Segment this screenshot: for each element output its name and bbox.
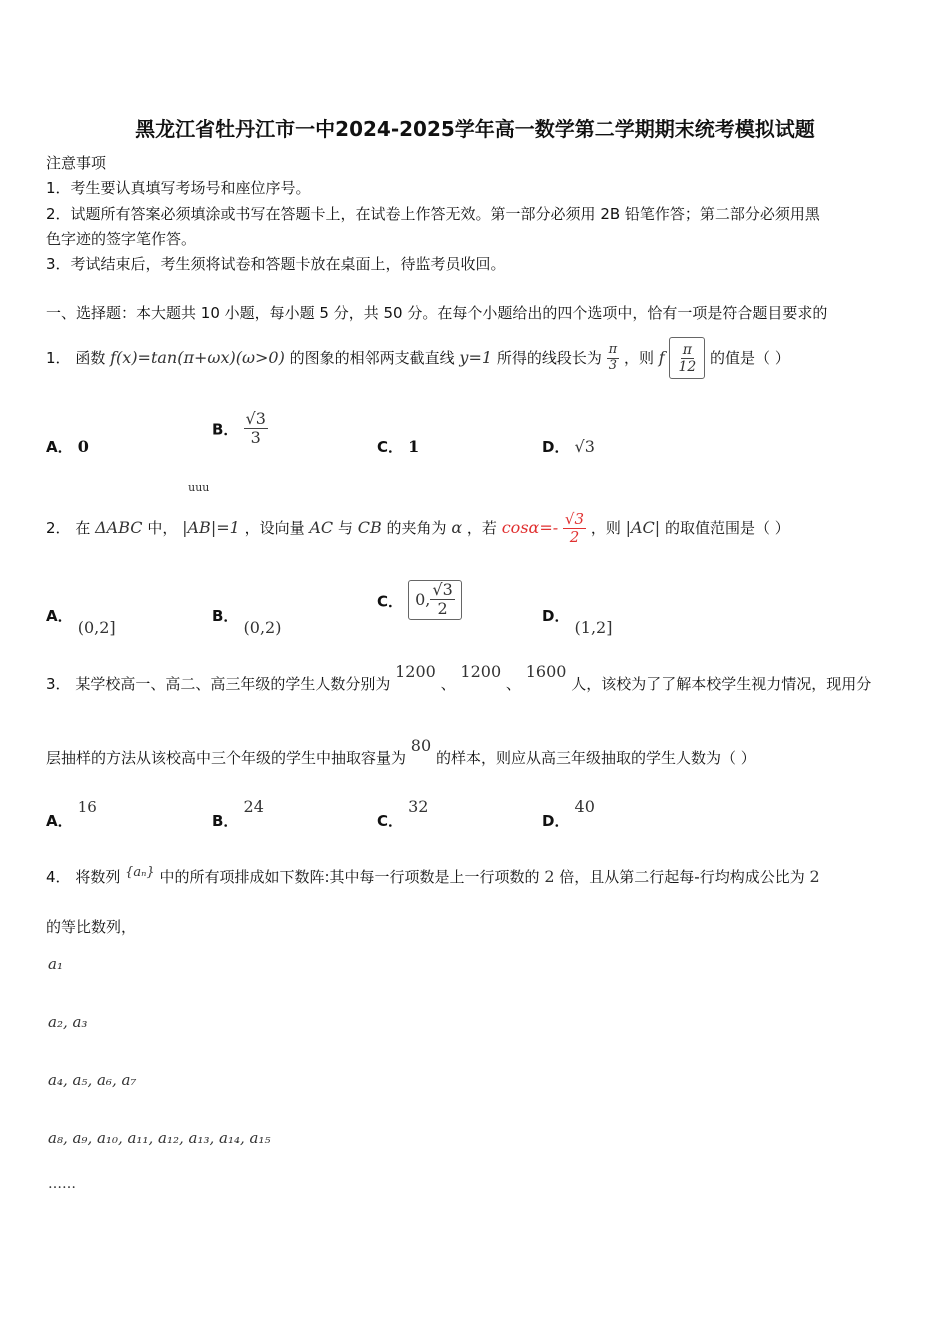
question-text: 的样本，则应从高三年级抽取的学生人数为（ ） bbox=[435, 749, 756, 767]
question-number: 2． bbox=[46, 519, 71, 537]
question-number: 3． bbox=[46, 675, 71, 693]
option-label: D． bbox=[542, 607, 570, 625]
count-grade3: 1600 bbox=[525, 662, 567, 681]
matrix-row-3: a₄, a₅, a₆, a₇ bbox=[48, 1071, 137, 1089]
question-text: 倍，且从第二行起每-行均构成公比为 bbox=[559, 868, 805, 886]
option-label: A． bbox=[46, 438, 73, 456]
math-function: f(x)=tan(π+ωx)(ω>0) bbox=[110, 348, 285, 367]
question-3-cont bbox=[46, 734, 756, 782]
matrix-row-1: a₁ bbox=[48, 955, 63, 973]
math-fraction bbox=[607, 343, 620, 374]
option-label: A． bbox=[46, 607, 73, 625]
question-4 bbox=[46, 855, 820, 901]
option-value: 32 bbox=[408, 797, 429, 816]
math-cos: cosα=- bbox=[501, 518, 559, 537]
question-text: ，设向量 bbox=[244, 519, 305, 537]
math-triangle: ΔABC bbox=[95, 518, 143, 537]
vector-arrow: uuu bbox=[188, 481, 210, 494]
math-paren bbox=[669, 337, 705, 379]
matrix-row-2: a₂, a₃ bbox=[48, 1013, 88, 1031]
question-3 bbox=[46, 660, 871, 708]
interval-start: 0, bbox=[415, 590, 431, 610]
question-1 bbox=[46, 337, 790, 379]
option-label: A． bbox=[46, 812, 73, 830]
question-text: ，则 bbox=[590, 519, 621, 537]
math-sequence: {aₙ} bbox=[125, 865, 155, 880]
option-label: B． bbox=[212, 420, 239, 439]
option-a[interactable] bbox=[46, 605, 116, 637]
section-heading: 一、选择题：本大题共 10 小题，每小题 5 分，共 50 分。在每个小题给出的四个选项中，恰有一项是符合题目要求的 bbox=[46, 304, 828, 322]
question-4-cont: 的等比数列， bbox=[46, 918, 137, 936]
question-text: 的图象的相邻两支截直线 bbox=[289, 349, 455, 367]
option-label: D． bbox=[542, 438, 570, 456]
option-d[interactable] bbox=[542, 605, 613, 637]
option-label: B． bbox=[212, 607, 239, 625]
math-expression: |AB|=1 bbox=[182, 518, 240, 537]
notice-item-2-cont: 色字迹的签字笔作答。 bbox=[46, 230, 197, 248]
option-value: (0,2] bbox=[77, 618, 116, 637]
option-a[interactable] bbox=[46, 796, 97, 830]
option-value: 0 bbox=[77, 437, 89, 456]
question-2 bbox=[46, 481, 790, 556]
separator: 、 bbox=[440, 675, 456, 693]
option-value: 16 bbox=[77, 798, 97, 816]
fraction-denominator: 3 bbox=[250, 428, 261, 448]
option-value: (1,2] bbox=[574, 618, 613, 637]
option-b[interactable] bbox=[212, 605, 282, 637]
fraction-denominator: 2 bbox=[437, 599, 448, 619]
option-c[interactable] bbox=[377, 580, 462, 620]
question-text: 所得的线段长为 bbox=[496, 349, 602, 367]
question-text: ，若 bbox=[466, 519, 497, 537]
option-value: (0,2) bbox=[243, 618, 282, 637]
option-b[interactable] bbox=[212, 410, 268, 448]
notice-item-1: 1．考生要认真填写考场号和座位序号。 bbox=[46, 179, 311, 197]
math-line: y=1 bbox=[459, 348, 493, 367]
question-text: 层抽样的方法从该校高中三个年级的学生中抽取容量为 bbox=[46, 749, 407, 767]
math-two: 2 bbox=[809, 867, 820, 886]
fraction-numerator: √3 bbox=[245, 409, 266, 428]
option-label: D． bbox=[542, 812, 570, 830]
math-fraction bbox=[430, 581, 454, 619]
count-grade2: 1200 bbox=[460, 662, 502, 681]
fraction-denominator: 3 bbox=[608, 358, 618, 373]
sample-size: 80 bbox=[410, 736, 432, 755]
separator: 、 bbox=[505, 675, 521, 693]
question-number: 1． bbox=[46, 349, 71, 367]
option-a[interactable] bbox=[46, 436, 89, 457]
option-label: C． bbox=[377, 438, 404, 456]
fraction-denominator: 2 bbox=[569, 528, 580, 546]
math-f: f bbox=[658, 348, 665, 367]
question-text: ，则 bbox=[623, 349, 654, 367]
fraction-numerator: π bbox=[608, 342, 618, 358]
option-label: C． bbox=[377, 812, 404, 830]
math-interval bbox=[408, 580, 462, 620]
math-abs-ac: |AC| bbox=[625, 518, 661, 537]
question-text: 中的所有项排成如下数阵:其中每一行项数是上一行项数的 bbox=[159, 868, 540, 886]
math-fraction bbox=[563, 511, 586, 547]
count-grade1: 1200 bbox=[395, 662, 436, 681]
option-c[interactable] bbox=[377, 436, 419, 457]
vector-ac: AC bbox=[309, 518, 334, 537]
option-d[interactable] bbox=[542, 796, 595, 830]
question-text: 的夹角为 bbox=[386, 519, 447, 537]
option-b[interactable] bbox=[212, 796, 264, 830]
notice-item-2: 2．试题所有答案必须填涂或书写在答题卡上，在试卷上作答无效。第一部分必须用 2B 铅笔作答；第二部分必须用黑 bbox=[46, 205, 820, 223]
option-label: B． bbox=[212, 812, 239, 830]
question-text: 函数 bbox=[75, 349, 106, 367]
math-alpha: α bbox=[451, 518, 463, 537]
fraction-numerator: √3 bbox=[432, 580, 453, 599]
notice-item-3: 3．考试结束后，考生须将试卷和答题卡放在桌面上，待监考员收回。 bbox=[46, 255, 506, 273]
matrix-ellipsis: …… bbox=[48, 1176, 76, 1192]
question-text: 的取值范围是（ ） bbox=[664, 519, 790, 537]
page-title: 黑龙江省牡丹江市一中2024-2025学年高一数学第二学期期末统考模拟试题 bbox=[135, 117, 815, 141]
math-abs-ab bbox=[182, 481, 240, 556]
option-c[interactable] bbox=[377, 796, 429, 830]
math-two: 2 bbox=[544, 867, 555, 886]
matrix-row-4: a₈, a₉, a₁₀, a₁₁, a₁₂, a₁₃, a₁₄, a₁₅ bbox=[48, 1129, 271, 1147]
question-text: 将数列 bbox=[75, 868, 121, 886]
notice-heading: 注意事项 bbox=[46, 154, 107, 172]
fraction-numerator: √3 bbox=[564, 509, 585, 528]
vector-cb: CB bbox=[357, 518, 382, 537]
question-text: 某学校高一、高二、高三年级的学生人数分别为 bbox=[75, 675, 391, 693]
option-value: 1 bbox=[408, 437, 420, 456]
question-text: 中， bbox=[147, 519, 178, 537]
question-text: 与 bbox=[337, 519, 353, 537]
question-text: 人，该校为了了解本校学生视力情况，现用分 bbox=[571, 675, 872, 693]
question-text: 的值是（ ） bbox=[710, 349, 790, 367]
option-value: √3 bbox=[574, 437, 595, 456]
option-value: 24 bbox=[243, 797, 264, 816]
fraction-numerator: π bbox=[682, 341, 692, 358]
question-text: 在 bbox=[75, 519, 91, 537]
option-value: 40 bbox=[574, 797, 595, 816]
option-label: C． bbox=[377, 592, 404, 611]
math-fraction bbox=[676, 342, 698, 375]
math-fraction bbox=[244, 410, 268, 448]
fraction-denominator: 12 bbox=[678, 359, 697, 375]
option-d[interactable] bbox=[542, 436, 595, 457]
question-number: 4． bbox=[46, 868, 71, 886]
